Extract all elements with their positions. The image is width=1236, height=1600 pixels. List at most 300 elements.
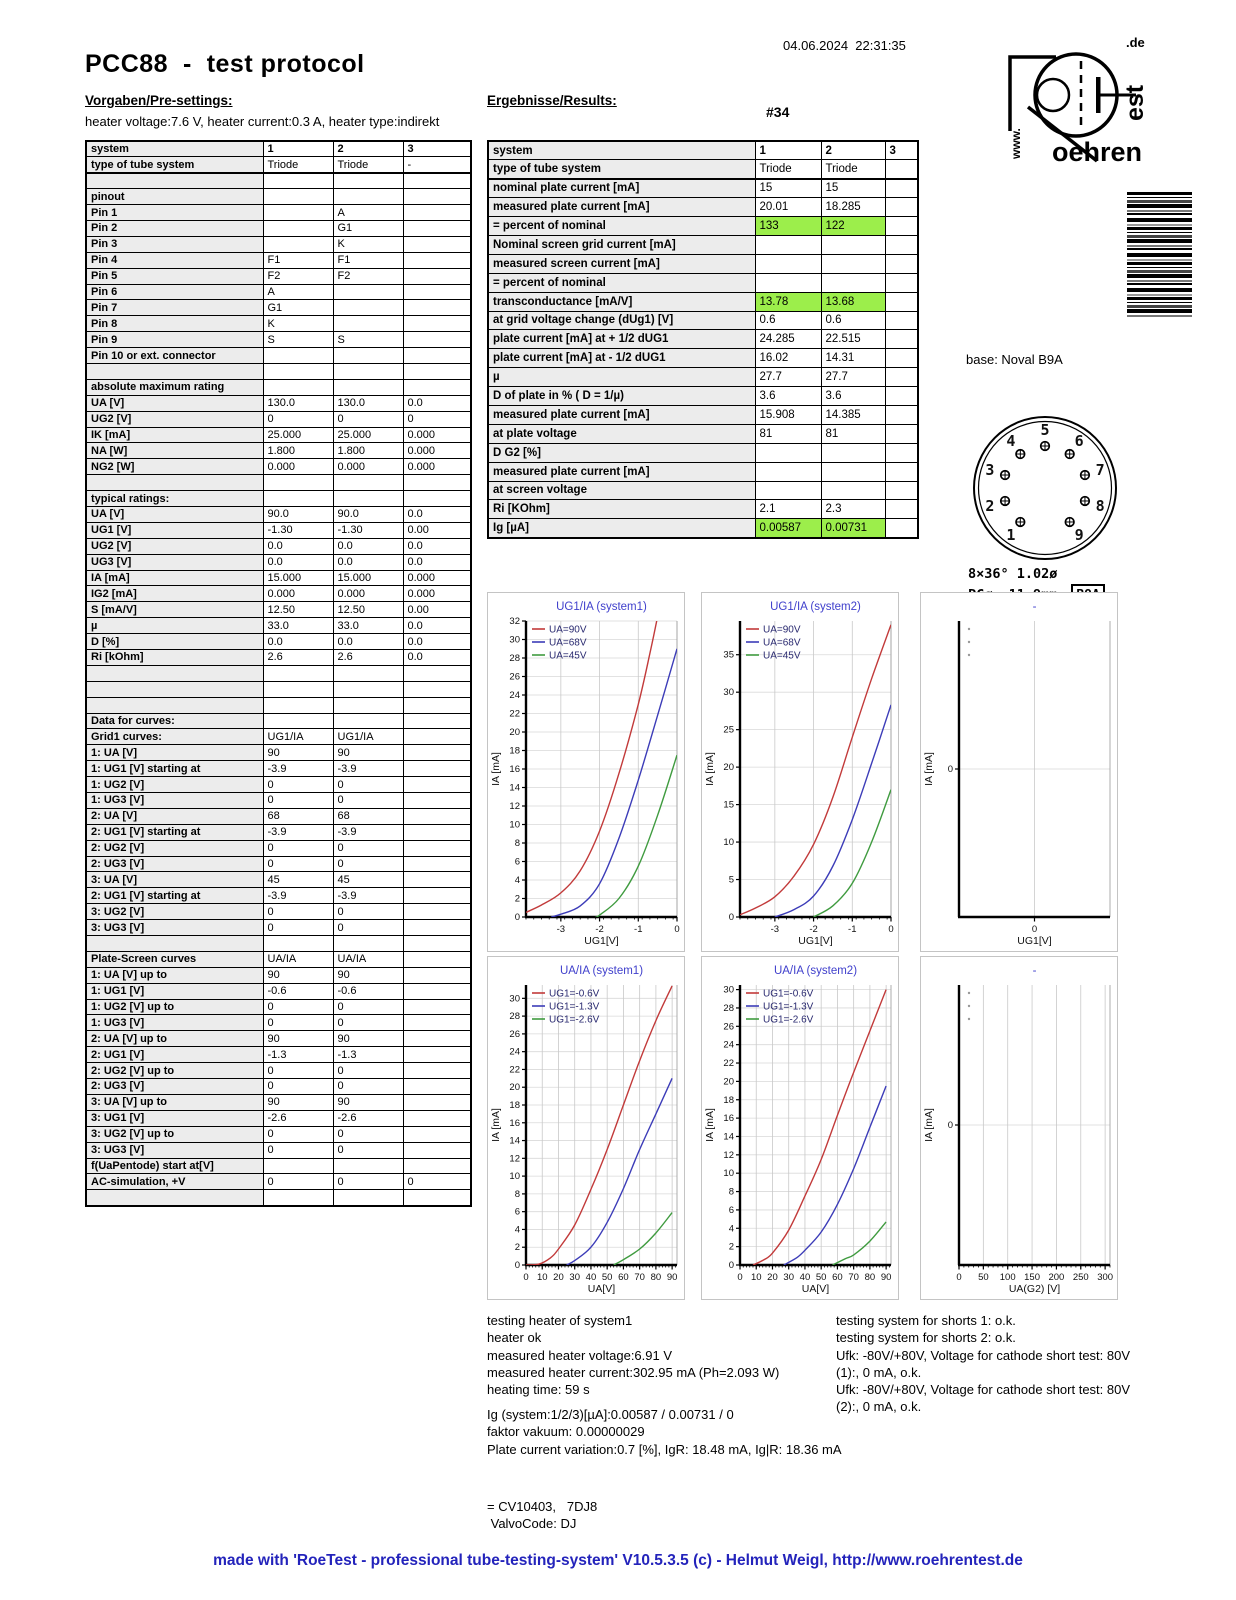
value-cell (263, 379, 333, 395)
value-cell: 90 (263, 1031, 333, 1047)
shorts-note-line: testing system for shorts 1: o.k. (836, 1313, 1016, 1328)
socket-pin-number: 8 (1095, 496, 1105, 515)
value-cell (755, 273, 821, 292)
y-tick-label: 8 (728, 1186, 734, 1198)
barcode (1127, 192, 1192, 318)
y-axis-label: IA [mA] (704, 752, 716, 786)
y-tick-label: 16 (509, 1117, 520, 1129)
value-cell (885, 311, 918, 330)
value-cell: 12.50 (263, 602, 333, 618)
socket-geometry-label: 8×36° 1.02ø (968, 566, 1058, 582)
chart-title: UG1/IA (system2) (770, 601, 861, 613)
chart-title: UA/IA (system1) (559, 965, 644, 977)
presettings-table (85, 140, 472, 1207)
table-row (86, 936, 471, 952)
value-cell (403, 777, 471, 793)
value-cell: 15 (821, 179, 885, 198)
value-cell: 0 (263, 856, 333, 872)
value-cell: 0 (333, 793, 403, 809)
table-row (488, 443, 918, 462)
value-cell (885, 330, 918, 349)
value-cell: 0.000 (403, 459, 471, 475)
value-cell (403, 999, 471, 1015)
value-cell: -1.3 (263, 1047, 333, 1063)
y-tick-label: 20 (509, 727, 520, 738)
value-cell: 0 (333, 1142, 403, 1158)
row-label-cell: 2: UG3 [V] (86, 1079, 263, 1095)
value-cell (333, 475, 403, 491)
row-label-cell: Nominal screen grid current [mA] (488, 235, 755, 254)
table-row (488, 160, 918, 179)
table-row (86, 618, 471, 634)
value-cell (333, 1190, 403, 1206)
vacuum-note-line: Plate current variation:0.7 [%], IgR: 18.48 mA, Ig|R: 18.36 mA (487, 1441, 842, 1457)
socket-pin-number: 9 (1074, 525, 1084, 544)
value-cell (885, 292, 918, 311)
value-cell: 45 (263, 872, 333, 888)
table-row (86, 1063, 471, 1079)
chart-svg (921, 593, 1117, 951)
value-cell: -3.9 (263, 888, 333, 904)
value-cell (263, 348, 333, 364)
value-cell (333, 491, 403, 507)
table-row (86, 522, 471, 538)
table-row (86, 888, 471, 904)
value-cell (885, 500, 918, 519)
value-cell: 0.0 (403, 395, 471, 411)
value-cell (403, 713, 471, 729)
socket-pin-number: 1 (1006, 525, 1016, 544)
value-cell: -3.9 (263, 824, 333, 840)
row-label-cell: µ (488, 368, 755, 387)
value-cell: 0 (263, 1079, 333, 1095)
value-cell (263, 236, 333, 252)
y-tick-label: 14 (723, 1131, 734, 1143)
value-cell (885, 235, 918, 254)
value-cell (403, 761, 471, 777)
y-axis-label: IA [mA] (923, 752, 935, 786)
row-label-cell: Pin 8 (86, 316, 263, 332)
value-cell: UA/IA (333, 951, 403, 967)
value-cell: 90 (333, 1031, 403, 1047)
y-tick-label: 6 (728, 1204, 734, 1216)
value-cell: 0.0 (403, 634, 471, 650)
value-cell: UG1/IA (333, 729, 403, 745)
row-label-cell: plate current [mA] at + 1/2 dUG1 (488, 330, 755, 349)
value-cell: 2 (333, 141, 403, 157)
value-cell (263, 936, 333, 952)
socket-pin-number: 6 (1074, 432, 1084, 451)
logo-de-text: .de (1126, 35, 1145, 50)
logo-est-text: est (1121, 84, 1149, 121)
value-cell (885, 405, 918, 424)
x-tick-label: -2 (809, 924, 818, 935)
heater-note-line: heater ok (487, 1330, 542, 1346)
table-row (86, 856, 471, 872)
value-cell: 90 (333, 745, 403, 761)
value-cell (403, 951, 471, 967)
value-cell: 0.000 (403, 586, 471, 602)
table-row (488, 292, 918, 311)
value-cell: Triode (821, 160, 885, 179)
table-row (86, 1094, 471, 1110)
value-cell (403, 316, 471, 332)
value-cell: 0.0 (333, 538, 403, 554)
footer-credit: made with 'RoeTest - professional tube-testing-system' V10.5.3.5 (c) - Helmut Weigl, http://www.roehrentest.de (213, 1552, 1023, 1569)
table-row (86, 904, 471, 920)
row-label-cell: 1: UG2 [V] (86, 777, 263, 793)
value-cell: - (403, 157, 471, 173)
row-label-cell: 2: UG2 [V] (86, 840, 263, 856)
row-label-cell: 1: UG2 [V] up to (86, 999, 263, 1015)
chart-panel-uaia-system1 (487, 956, 685, 1300)
value-cell (333, 348, 403, 364)
table-row (86, 1110, 471, 1126)
x-tick-label: 300 (1097, 1272, 1114, 1283)
protocol-table (85, 140, 472, 1207)
value-cell: 0 (333, 411, 403, 427)
table-row (488, 500, 918, 519)
value-cell (403, 379, 471, 395)
y-tick-label: 4 (514, 875, 520, 886)
table-row (86, 872, 471, 888)
socket-pin-2 (985, 497, 1009, 515)
heater-note-line: measured heater voltage:6.91 V (487, 1347, 673, 1363)
value-cell: G1 (333, 220, 403, 236)
legend-placeholder-dot (968, 654, 970, 656)
value-cell (403, 1015, 471, 1031)
row-label-cell: type of tube system (488, 160, 755, 179)
value-cell: 0 (333, 856, 403, 872)
value-cell: F2 (333, 268, 403, 284)
table-row (86, 665, 471, 681)
table-row (86, 840, 471, 856)
logo-www-text: www. (1009, 128, 1023, 159)
row-label-cell: IK [mA] (86, 427, 263, 443)
value-cell (403, 745, 471, 761)
row-label-cell: 3: UA [V] up to (86, 1094, 263, 1110)
table-row (488, 198, 918, 217)
value-cell (333, 363, 403, 379)
socket-pin-number: 2 (985, 496, 995, 515)
x-tick-label: 40 (585, 1272, 597, 1283)
value-cell (403, 904, 471, 920)
row-label-cell: measured screen current [mA] (488, 254, 755, 273)
value-cell: 0 (263, 1126, 333, 1142)
value-cell (755, 462, 821, 481)
value-cell: 3 (403, 141, 471, 157)
row-label-cell: measured plate current [mA] (488, 462, 755, 481)
x-axis-label: UG1[V] (584, 935, 619, 947)
table-row (86, 379, 471, 395)
y-tick-label: 24 (509, 690, 520, 701)
y-tick-label: 4 (514, 1224, 520, 1236)
x-tick-label: 0 (956, 1272, 962, 1283)
value-cell (263, 713, 333, 729)
value-cell (333, 284, 403, 300)
table-row (488, 519, 918, 538)
table-row (86, 554, 471, 570)
equivalent-types (487, 1498, 597, 1533)
value-cell: 18.285 (821, 198, 885, 217)
value-cell (333, 681, 403, 697)
table-row (86, 697, 471, 713)
value-cell (821, 481, 885, 500)
value-cell: 3.6 (755, 387, 821, 406)
y-tick-label: 2 (728, 1241, 734, 1253)
socket-diagram (970, 413, 1120, 563)
value-cell: F1 (333, 252, 403, 268)
table-row (86, 793, 471, 809)
table-row (488, 273, 918, 292)
value-cell: 3 (885, 141, 918, 160)
y-tick-label: 26 (723, 1021, 734, 1033)
value-cell: 20.01 (755, 198, 821, 217)
y-tick-label: 0 (514, 1260, 520, 1271)
row-label-cell: system (86, 141, 263, 157)
row-label-cell: 1: UG3 [V] (86, 1015, 263, 1031)
y-tick-label: 28 (509, 1011, 520, 1023)
row-label-cell: UG1 [V] (86, 522, 263, 538)
value-cell: 0.000 (403, 570, 471, 586)
x-tick-label: 0 (1031, 924, 1038, 935)
roehrentest-logo (1000, 33, 1150, 165)
y-tick-label: 5 (728, 874, 734, 886)
value-cell (885, 481, 918, 500)
y-tick-label: 26 (509, 1028, 520, 1040)
value-cell: 15.000 (333, 570, 403, 586)
y-tick-label: 20 (509, 1082, 520, 1094)
y-tick-label: 12 (509, 801, 520, 812)
row-label-cell: 2: UA [V] (86, 808, 263, 824)
value-cell: 0.000 (403, 427, 471, 443)
value-cell (403, 1190, 471, 1206)
value-cell: K (333, 236, 403, 252)
table-row (86, 252, 471, 268)
table-row (488, 424, 918, 443)
value-cell (333, 173, 403, 189)
legend-label: UA=68V (763, 637, 801, 649)
table-row (86, 300, 471, 316)
y-tick-label: 10 (723, 837, 734, 849)
value-cell: -3.9 (263, 761, 333, 777)
protocol-table (487, 140, 919, 539)
value-cell (885, 198, 918, 217)
curve-ug1--0.6v (753, 990, 886, 1265)
value-cell (403, 936, 471, 952)
row-label-cell: D G2 [%] (488, 443, 755, 462)
x-tick-label: 30 (783, 1272, 794, 1283)
x-tick-label: -3 (556, 924, 566, 935)
table-row (86, 236, 471, 252)
y-tick-label: 16 (509, 764, 520, 775)
value-cell (755, 254, 821, 273)
value-cell (333, 379, 403, 395)
x-tick-label: -1 (848, 924, 857, 935)
row-label-cell: Ri [KOhm] (488, 500, 755, 519)
presettings-text: heater voltage:7.6 V, heater current:0.3 A, heater type:indirekt (85, 114, 440, 129)
x-tick-label: 50 (601, 1272, 613, 1283)
value-cell: 0.0 (263, 634, 333, 650)
value-cell: 13.78 (755, 292, 821, 311)
legend-label: UG1=-2.6V (763, 1014, 814, 1026)
x-tick-label: 20 (767, 1272, 778, 1283)
y-tick-label: 32 (509, 616, 520, 627)
value-cell: 45 (333, 872, 403, 888)
curve-ua-68v (551, 649, 677, 917)
table-row (86, 650, 471, 666)
y-tick-label: 14 (509, 782, 520, 794)
y-tick-label: 16 (723, 1113, 734, 1125)
table-row (86, 808, 471, 824)
value-cell: -2.6 (263, 1110, 333, 1126)
row-label-cell: UA [V] (86, 395, 263, 411)
value-cell: 90 (333, 1094, 403, 1110)
legend-placeholder-dot (968, 1018, 970, 1020)
tube-serial-number: #34 (766, 104, 790, 120)
value-cell: 0 (263, 1174, 333, 1190)
table-row (86, 983, 471, 999)
value-cell: 68 (333, 808, 403, 824)
value-cell (263, 1158, 333, 1174)
value-cell (885, 368, 918, 387)
row-label-cell: 3: UA [V] (86, 872, 263, 888)
y-tick-label: 14 (509, 1135, 520, 1147)
y-tick-label: 28 (723, 1002, 734, 1014)
value-cell (263, 697, 333, 713)
value-cell: 1 (755, 141, 821, 160)
value-cell: 2.3 (821, 500, 885, 519)
table-row (86, 1174, 471, 1190)
value-cell (885, 424, 918, 443)
socket-pin-number: 3 (985, 461, 995, 480)
row-label-cell: 3: UG3 [V] (86, 1142, 263, 1158)
row-label-cell: 1: UA [V] (86, 745, 263, 761)
value-cell (403, 1142, 471, 1158)
y-tick-label: 26 (509, 671, 520, 683)
row-label-cell: 2: UG3 [V] (86, 856, 263, 872)
value-cell (403, 284, 471, 300)
value-cell: 0 (333, 904, 403, 920)
value-cell: 0 (333, 1063, 403, 1079)
row-label-cell: at grid voltage change (dUg1) [V] (488, 311, 755, 330)
row-label-cell (86, 475, 263, 491)
table-row (86, 411, 471, 427)
value-cell: 0 (333, 840, 403, 856)
table-row (86, 220, 471, 236)
value-cell: 0 (403, 1174, 471, 1190)
shorts-note-line: Ufk: -80V/+80V, Voltage for cathode short test: 80V (836, 1347, 1131, 1363)
value-cell: 122 (821, 217, 885, 236)
row-label-cell: at plate voltage (488, 424, 755, 443)
row-label-cell: Pin 2 (86, 220, 263, 236)
value-cell: S (333, 332, 403, 348)
value-cell (403, 697, 471, 713)
value-cell: 0.0 (403, 538, 471, 554)
x-axis-label: UA[V] (587, 1283, 616, 1295)
value-cell: -3.9 (333, 888, 403, 904)
vacuum-notes (487, 1406, 917, 1458)
value-cell (333, 697, 403, 713)
x-tick-label: 60 (618, 1272, 629, 1283)
table-row (86, 443, 471, 459)
row-label-cell: UG2 [V] (86, 538, 263, 554)
table-row (488, 311, 918, 330)
value-cell (403, 840, 471, 856)
value-cell: 2.1 (755, 500, 821, 519)
value-cell (403, 189, 471, 205)
row-label-cell: IG2 [mA] (86, 586, 263, 602)
value-cell: 0.00 (403, 602, 471, 618)
equivalent-line: ValvoCode: DJ (487, 1516, 577, 1532)
x-tick-label: -2 (595, 924, 604, 935)
row-label-cell: NG2 [W] (86, 459, 263, 475)
y-tick-label: 2 (514, 893, 520, 905)
value-cell: 24.285 (755, 330, 821, 349)
value-cell: 33.0 (263, 618, 333, 634)
x-tick-label: 50 (978, 1272, 989, 1283)
table-row (86, 363, 471, 379)
y-tick-label: 0 (728, 1260, 734, 1271)
value-cell (403, 205, 471, 221)
chart-svg (921, 957, 1117, 1299)
value-cell: 0.0 (333, 554, 403, 570)
x-tick-label: 50 (815, 1272, 827, 1283)
table-row (488, 179, 918, 198)
value-cell: 0.0 (263, 554, 333, 570)
value-cell (885, 254, 918, 273)
chart-panel-uaia-system2 (701, 956, 899, 1300)
curve-ug1--2.6v (614, 1213, 672, 1265)
table-row (86, 586, 471, 602)
row-label-cell: Pin 6 (86, 284, 263, 300)
value-cell: 0.00587 (755, 519, 821, 538)
socket-pin-8 (1081, 497, 1105, 515)
table-row (488, 254, 918, 273)
value-cell: 0 (263, 840, 333, 856)
legend-label: UA=90V (549, 624, 587, 636)
row-label-cell: µ (86, 618, 263, 634)
value-cell: 0.0 (403, 506, 471, 522)
value-cell (403, 888, 471, 904)
row-label-cell: pinout (86, 189, 263, 205)
value-cell (263, 475, 333, 491)
legend-label: UA=90V (763, 624, 801, 636)
table-row (86, 570, 471, 586)
curve-ua-68v (775, 705, 891, 917)
value-cell: 15 (755, 179, 821, 198)
value-cell: 0.0 (403, 618, 471, 634)
row-label-cell: 1: UG3 [V] (86, 793, 263, 809)
value-cell (403, 824, 471, 840)
y-axis-label: IA [mA] (490, 752, 502, 786)
equivalent-line: = CV10403, 7DJ8 (487, 1499, 598, 1514)
table-row (86, 157, 471, 173)
table-row (86, 316, 471, 332)
value-cell: 25.000 (333, 427, 403, 443)
y-tick-label: 12 (509, 1153, 520, 1165)
row-label-cell: UG2 [V] (86, 411, 263, 427)
chart-panel-ug1ia-system2 (701, 592, 899, 952)
x-tick-label: -3 (770, 924, 780, 935)
value-cell (885, 443, 918, 462)
value-cell (885, 387, 918, 406)
value-cell (263, 491, 333, 507)
y-tick-label: 22 (509, 1064, 520, 1076)
row-label-cell: system (488, 141, 755, 160)
value-cell: A (263, 284, 333, 300)
socket-pin-3 (985, 461, 1009, 479)
